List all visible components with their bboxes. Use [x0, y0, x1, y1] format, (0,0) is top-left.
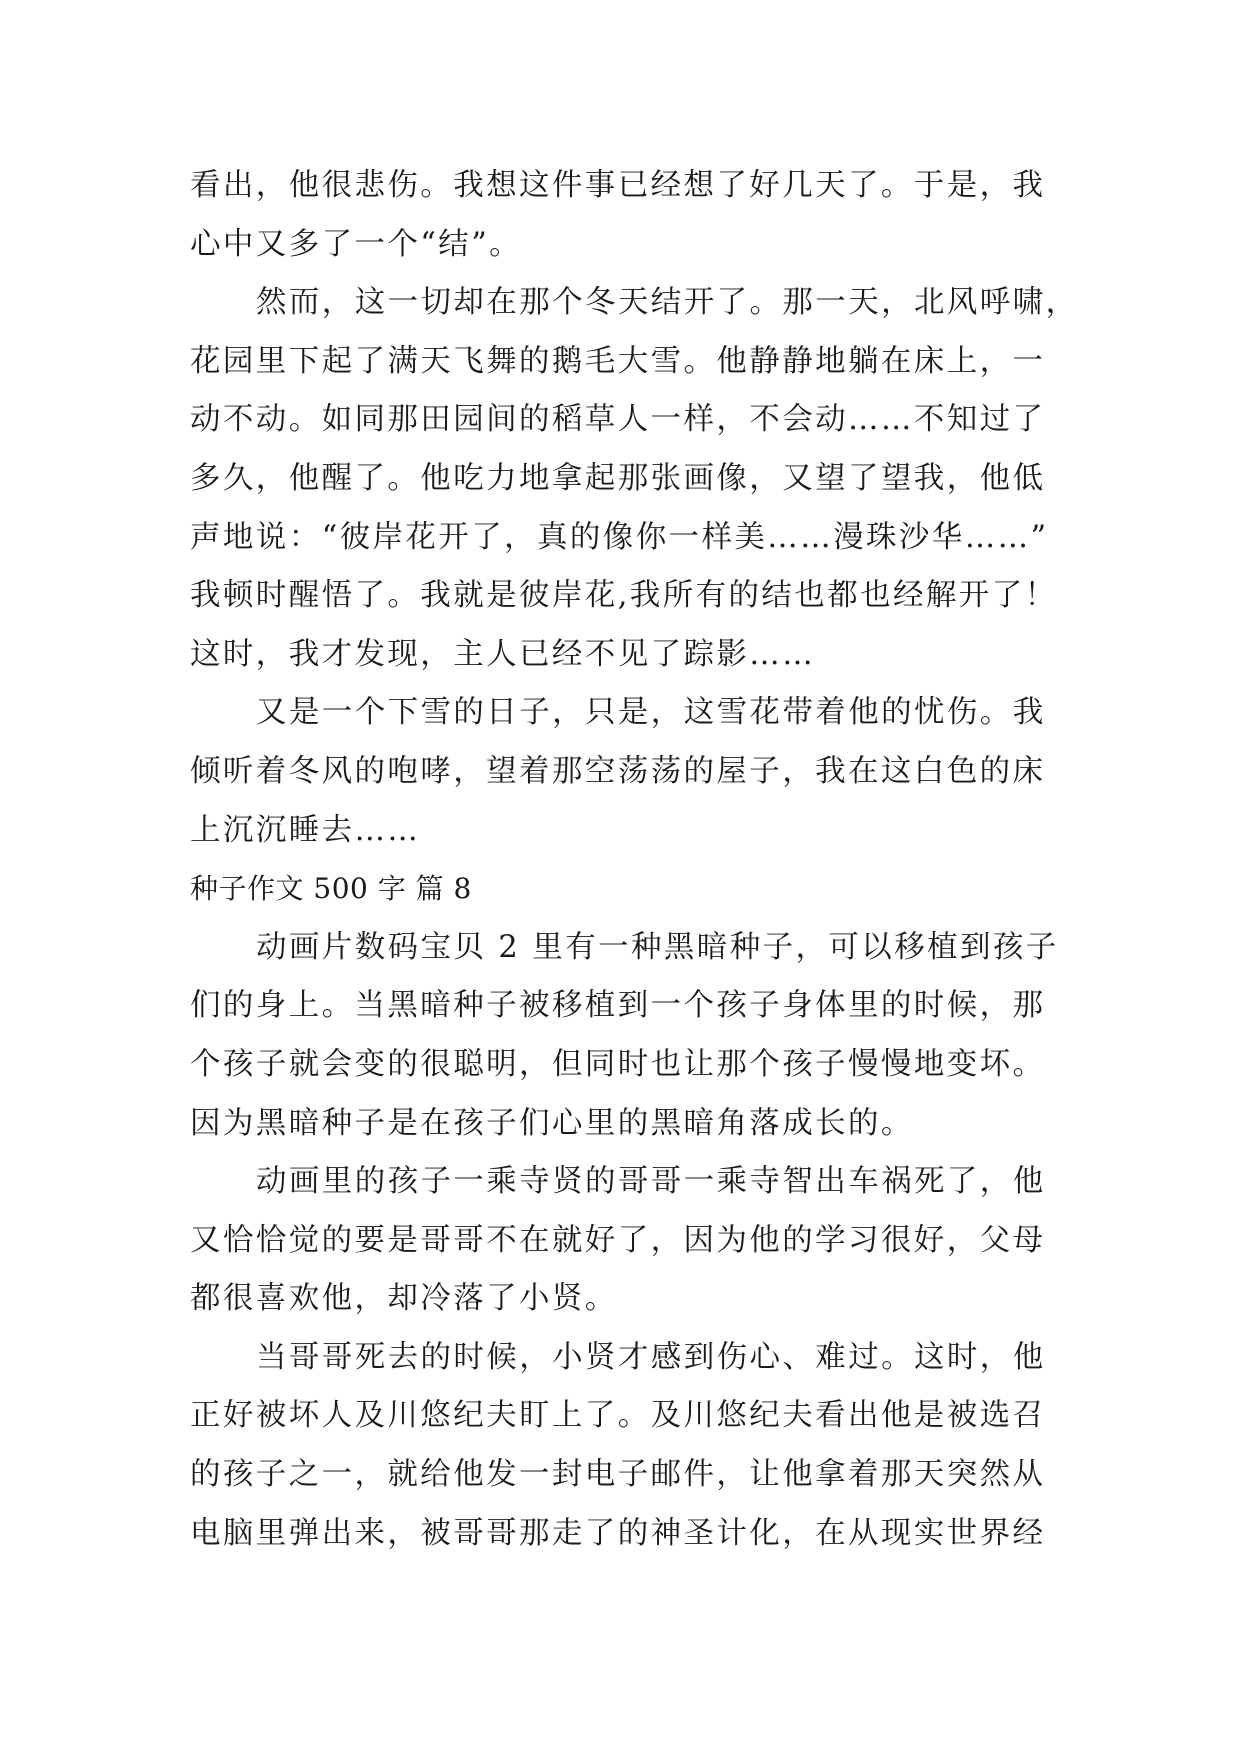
- text-line: 倾听着冬风的咆哮，望着那空荡荡的屋子，我在这白色的床: [190, 753, 1046, 789]
- text-line: 又恰恰觉的要是哥哥不在就好了，因为他的学习很好，父母: [190, 1222, 1046, 1258]
- text-line: 我顿时醒悟了。我就是彼岸花,我所有的结也都也经解开了！: [190, 578, 1058, 614]
- text-line: 都很喜欢他，却冷落了小贤。: [190, 1281, 618, 1317]
- text-line: 心中又多了一个“结”。: [190, 226, 523, 262]
- text-line: 声地说：“彼岸花开了，真的像你一样美……漫珠沙华……”: [190, 519, 1049, 555]
- text-line: 的孩子之一，就给他发一封电子邮件，让他拿着那天突然从: [190, 1457, 1046, 1493]
- text-line: 这时，我才发现，主人已经不见了踪影……: [190, 636, 816, 672]
- text-line: 花园里下起了满天飞舞的鹅毛大雪。他静静地躺在床上，一: [190, 343, 1046, 379]
- paragraph-start-line: 动画里的孩子一乘寺贤的哥哥一乘寺智出车祸死了，他: [256, 1164, 1046, 1200]
- text-line: 多久，他醒了。他吃力地拿起那张画像，又望了望我，他低: [190, 460, 1046, 496]
- document-page: [190, 157, 1079, 1563]
- paragraph-start-line: 当哥哥死去的时候，小贤才感到伤心、难过。这时，他: [256, 1339, 1046, 1375]
- text-line: 电脑里弹出来，被哥哥那走了的神圣计化，在从现实世界经: [190, 1515, 1046, 1551]
- section-heading: 种子作文 500 字 篇 8: [190, 872, 472, 906]
- paragraph-start-line: 动画片数码宝贝 2 里有一种黑暗种子，可以移植到孩子: [256, 929, 1059, 965]
- text-line: 上沉沉睡去……: [190, 812, 421, 848]
- text-line: 看出，他很悲伤。我想这件事已经想了好几天了。于是，我: [190, 168, 1046, 203]
- paragraph-start-line: 然而，这一切却在那个冬天结开了。那一天，北风呼啸，: [256, 285, 1079, 321]
- text-line: 因为黑暗种子是在孩子们心里的黑暗角落成长的。: [190, 1105, 914, 1141]
- text-line: 们的身上。当黑暗种子被移植到一个孩子身体里的时候，那: [190, 988, 1046, 1024]
- text-line: 动不动。如同那田园间的稻草人一样，不会动……不知过了: [190, 402, 1046, 438]
- text-line: 个孩子就会变的很聪明，但同时也让那个孩子慢慢地变坏。: [190, 1046, 1046, 1082]
- text-line: 正好被坏人及川悠纪夫盯上了。及川悠纪夫看出他是被选召: [190, 1398, 1046, 1434]
- paragraph-start-line: 又是一个下雪的日子，只是，这雪花带着他的忧伤。我: [256, 695, 1046, 731]
